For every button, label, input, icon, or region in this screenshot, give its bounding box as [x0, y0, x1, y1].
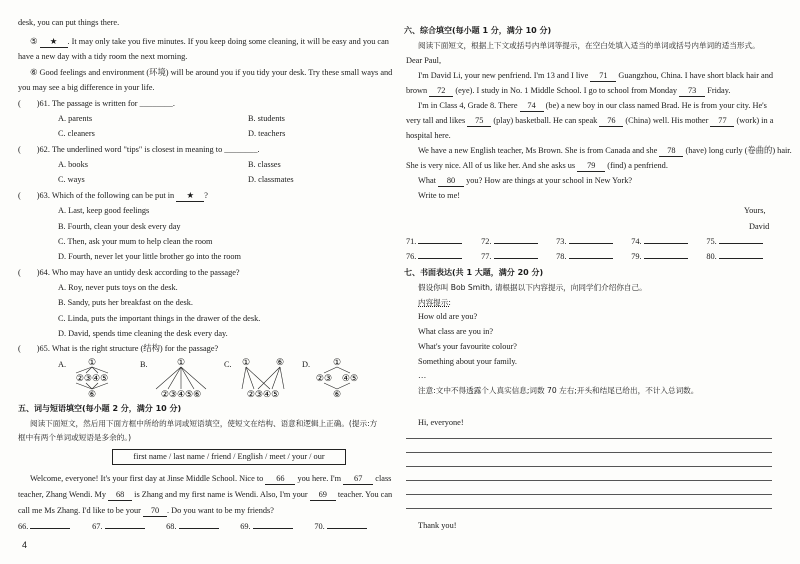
passage-line: hospital here. [406, 131, 451, 140]
answer-78[interactable]: 78. [556, 252, 629, 262]
diagram-node: ②③④⑤ [246, 389, 280, 398]
passage-line: ⑤ ★ . It may only take you five minutes. If you keep doing some cleaning, it will be easy and you can [30, 37, 389, 48]
blank-73: 73 [679, 86, 705, 97]
blank-75: 75 [467, 116, 491, 127]
hint-item: How old are you? [418, 312, 478, 321]
answer-66[interactable]: 66. [18, 522, 90, 532]
passage-line: Welcome, everyone! It's your first day at Jinse Middle School. Nice to 66 you here. I'm 67 class [30, 474, 391, 485]
passage-line: She is very nice. All of us like her. And she asks us 79 (find) a penfriend. [406, 161, 668, 172]
option: C. cleaners [58, 129, 95, 138]
answer-70[interactable]: 70. [314, 522, 386, 532]
hint-item: What class are you in? [418, 327, 494, 336]
closing: Yours, [744, 206, 766, 215]
blank-76: 76 [599, 116, 623, 127]
answer-74[interactable]: 74. [631, 237, 704, 247]
answer-80[interactable]: 80. [706, 252, 779, 262]
passage-line: Write to me! [418, 191, 461, 200]
question-62: ( )62. The underlined word "tips" is closest in meaning to ________. [18, 145, 260, 154]
blank-71: 71 [590, 71, 616, 82]
writing-ending: Thank you! [418, 521, 457, 530]
blank-70: 70 [143, 506, 167, 517]
answer-76[interactable]: 76. [406, 252, 479, 262]
star-blank: ★ [40, 37, 68, 48]
structure-diagram-a [68, 356, 116, 398]
option: A. Last, keep good feelings [58, 206, 150, 215]
answer-79[interactable]: 79. [631, 252, 704, 262]
word-box: first name / last name / friend / English / meet / your / our [112, 449, 346, 465]
option: B. students [248, 114, 285, 123]
blank-67: 67 [343, 474, 373, 485]
writing-line[interactable] [406, 494, 772, 495]
writing-prompt: 假设你叫 Bob Smith, 请根据以下内容提示，向同学们介绍你自己。 [418, 283, 647, 292]
passage-line: teacher, Zhang Wendi. My 68 is Zhang and my first name is Wendi. Also, I'm your 69 teacher. You can [18, 490, 392, 501]
option-label: B. [140, 360, 148, 369]
question-65: ( )65. What is the right structure (结构) for the passage? [18, 344, 219, 353]
diagram-node: ① [87, 357, 97, 367]
option: A. books [58, 160, 88, 169]
option: A. parents [58, 114, 93, 123]
section-title: 五、词与短语填空(每小题 2 分，满分 10 分) [18, 404, 182, 413]
signature: David [749, 222, 770, 231]
passage-line: call me Ms Zhang. I'd like to be your 70 . Do you want to be my friends? [18, 506, 274, 517]
writing-line[interactable] [406, 466, 772, 467]
writing-line[interactable] [406, 452, 772, 453]
answer-69[interactable]: 69. [240, 522, 312, 532]
blank-78: 78 [659, 146, 683, 157]
option: C. Linda, puts the important things in the drawer of the desk. [58, 314, 261, 323]
blank-66: 66 [265, 474, 295, 485]
option: A. Roy, never puts toys on the desk. [58, 283, 178, 292]
writing-opening: Hi, everyone! [418, 418, 464, 427]
diagram-node: ① [241, 357, 251, 367]
passage-line: brown 72 (eye). I study in No. 1 Middle School. I go to school from Monday 73 Friday. [406, 86, 730, 97]
question-61: ( )61. The passage is written for ________. [18, 99, 175, 108]
diagram-node: ① [332, 357, 342, 367]
answer-row [406, 252, 779, 262]
option: D. classmates [248, 175, 294, 184]
diagram-node: ⑥ [87, 389, 97, 398]
hint-label: 内容提示: [418, 298, 451, 307]
passage-line: you may see a big difference in your life. [18, 83, 155, 92]
option: D. Fourth, never let your little brother go into the room [58, 252, 241, 261]
passage-line: I'm David Li, your new penfriend. I'm 13 and I live 71 Guangzhou, China. I have short black hair and [418, 71, 773, 82]
structure-diagram-b [150, 356, 212, 398]
writing-line[interactable] [406, 438, 772, 439]
hint-item: What's your favourite colour? [418, 342, 517, 351]
diagram-node: ① [176, 357, 186, 367]
option: B. Fourth, clean your desk every day [58, 222, 181, 231]
writing-line[interactable] [406, 480, 772, 481]
structure-diagram-c [234, 356, 292, 398]
instructions: 阅读下面短文，然后用下面方框中所给的单词或短语填空，使短文在结构、语意和逻辑上正确。(提示:方 [30, 419, 378, 428]
diagram-node: ⑥ [332, 389, 342, 398]
option: B. classes [248, 160, 281, 169]
option: B. Sandy, puts her breakfast on the desk. [58, 298, 193, 307]
option-label: C. [224, 360, 232, 369]
option: C. Then, ask your mum to help clean the room [58, 237, 213, 246]
diagram-node: ②③④⑤ [75, 373, 109, 383]
question-63: ( )63. Which of the following can be put in ★ ? [18, 191, 208, 202]
instructions: 框中有两个单词或短语是多余的。) [18, 433, 132, 442]
answer-72[interactable]: 72. [481, 237, 554, 247]
passage-line: desk, you can put things there. [18, 18, 120, 27]
option: D. David, spends time cleaning the desk every day. [58, 329, 228, 338]
section-title: 六、综合填空(每小题 1 分，满分 10 分) [404, 26, 552, 35]
blank-80: 80 [438, 176, 464, 187]
answer-68[interactable]: 68. [166, 522, 238, 532]
star-blank: ★ [176, 191, 204, 202]
answer-row [18, 522, 386, 532]
answer-row [406, 237, 779, 247]
blank-69: 69 [310, 490, 336, 501]
option: D. teachers [248, 129, 286, 138]
blank-72: 72 [429, 86, 453, 97]
hint-item: … [418, 371, 427, 380]
answer-71[interactable]: 71. [406, 237, 479, 247]
passage-line: have a new day with a tidy room the next morning. [18, 52, 188, 61]
option-label: A. [58, 360, 67, 369]
diagram-node: ②③④⑤⑥ [160, 389, 202, 398]
writing-note: 注意:文中不得透露个人真实信息;词数 70 左右;开头和结尾已给出，不计入总词数。 [418, 386, 699, 395]
salutation: Dear Paul, [406, 56, 442, 65]
blank-74: 74 [520, 101, 544, 112]
hint-item: Something about your family. [418, 357, 518, 366]
answer-75[interactable]: 75. [706, 237, 779, 247]
answer-73[interactable]: 73. [556, 237, 629, 247]
answer-67[interactable]: 67. [92, 522, 164, 532]
section-title: 七、书面表达(共 1 大题，满分 20 分) [404, 268, 544, 277]
answer-77[interactable]: 77. [481, 252, 554, 262]
structure-diagram-d [312, 356, 362, 398]
option-label: D. [302, 360, 311, 369]
diagram-node: ⑥ [275, 357, 285, 367]
passage-line: We have a new English teacher, Ms Brown. She is from Canada and she 78 (have) long curly (卷曲的) hair. [418, 146, 792, 157]
question-64: ( )64. Who may have an untidy desk according to the passage? [18, 268, 240, 277]
option: C. ways [58, 175, 85, 184]
writing-line[interactable] [406, 508, 772, 509]
passage-line: very tall and likes 75 (play) basketball. He can speak 76 (China) well. His mother 77 (work) in a [406, 116, 773, 127]
diagram-node: ④⑤ [341, 373, 359, 383]
passage-line: I'm in Class 4, Grade 8. There 74 (be) a new boy in our class named Brad. He is from your city. He's [418, 101, 767, 112]
passage-line: What 80 you? How are things at your school in New York? [418, 176, 632, 187]
page-number: 4 [22, 540, 28, 550]
blank-68: 68 [108, 490, 132, 501]
diagram-node: ②③ [315, 373, 333, 383]
blank-79: 79 [577, 161, 605, 172]
blank-77: 77 [710, 116, 734, 127]
passage-line: ⑥ Good feelings and environment (环境) will be around you if you tidy your desk. Try these small ways and [30, 68, 393, 77]
instructions: 阅读下面短文，根据上下文或括号内单词等提示，在空白处填入适当的单词或括号内单词的适当形式。 [418, 41, 760, 50]
